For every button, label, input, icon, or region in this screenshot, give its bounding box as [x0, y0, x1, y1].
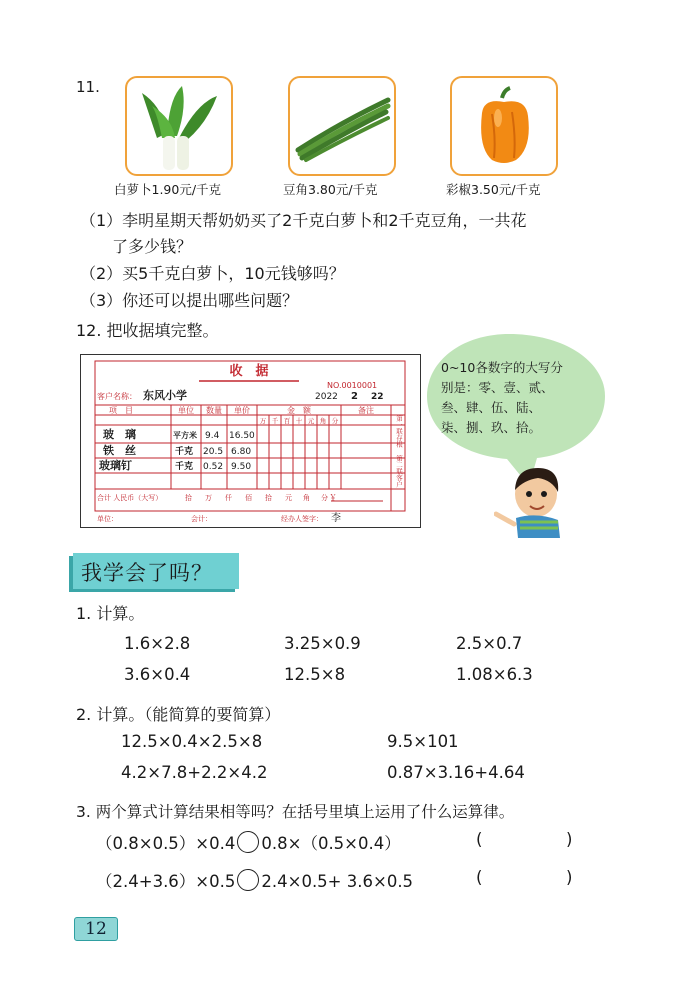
receipt-row-qty: 0.52: [203, 462, 224, 472]
exercise-2-item: 0.87×3.16+4.64: [387, 763, 525, 782]
receipt-total-label: 合计 人民币（大写）: [97, 494, 163, 502]
answer-blank[interactable]: [486, 830, 564, 852]
exercise-1-item: 3.6×0.4: [124, 665, 191, 684]
receipt-row-price: 16.50: [229, 431, 255, 441]
expression-right: 0.8×（0.5×0.4）: [261, 834, 401, 853]
receipt-col-price: 单价: [234, 406, 250, 415]
receipt-footer-unit: 单位：: [97, 515, 118, 523]
receipt-digit-header: 千: [271, 417, 279, 425]
exercise-1-item: 2.5×0.7: [456, 634, 523, 653]
receipt-total-unit: 万: [205, 494, 212, 502]
receipt-row-item: 铁 丝: [103, 444, 136, 457]
answer-blank[interactable]: [486, 868, 564, 890]
bubble-line: 柒、捌、玖、拾。: [441, 420, 542, 435]
receipt-row-item: 玻 璃: [103, 428, 136, 441]
answer-paren-close: ): [566, 830, 573, 849]
expression-left: （0.8×0.5）×0.4: [96, 834, 236, 853]
green-bean-price: 豆角3.80元/千克: [283, 182, 378, 197]
receipt-col-qty: 数量: [206, 406, 222, 415]
answer-paren-open: (: [476, 868, 483, 887]
question-11-2: （2）买5千克白萝卜，10元钱够吗？: [80, 264, 345, 283]
exercise-2-item: 4.2×7.8+2.2×4.2: [121, 763, 268, 782]
receipt-row-item: 玻璃钉: [99, 459, 132, 472]
receipt-side-copy1: 第一联存根: [395, 415, 403, 448]
exercise-3-title: 3. 两个算式计算结果相等吗？在括号里填上运用了什么运算律。: [76, 803, 515, 821]
answer-paren-close: ): [566, 868, 573, 887]
white-radish-icon: [125, 76, 233, 176]
receipt-footer-handler: 经办人签字：: [281, 515, 323, 523]
receipt-col-item: 项 目: [109, 406, 133, 415]
page-number: 12: [74, 917, 118, 941]
receipt-digit-header: 百: [283, 417, 291, 425]
section-title: 我学会了吗？: [81, 561, 213, 585]
receipt-col-unit: 单位: [178, 406, 194, 415]
receipt-digit-header: 元: [307, 417, 315, 425]
exercise-1-item: 1.6×2.8: [124, 634, 191, 653]
receipt-total-unit: 分: [321, 494, 328, 502]
receipt-col-amount: 金 额: [287, 406, 311, 415]
receipt-signature: 李: [331, 513, 341, 524]
section-title-banner: [73, 553, 239, 589]
question-11-3: （3）你还可以提出哪些问题？: [80, 291, 299, 310]
receipt-total-unit: 仟: [225, 494, 232, 502]
exercise-1-item: 1.08×6.3: [456, 665, 533, 684]
white-radish-price: 白萝卜1.90元/千克: [114, 182, 222, 197]
receipt-digit-header: 角: [319, 417, 327, 425]
bell-pepper-price: 彩椒3.50元/千克: [446, 182, 541, 197]
receipt-row-qty: 9.4: [205, 431, 220, 441]
question-11-1-line1: （1）李明星期天帮奶奶买了2千克白萝卜和2千克豆角，一共花: [80, 211, 527, 230]
question-12-title: 12. 把收据填完整。: [76, 321, 219, 340]
exercise-1-item: 12.5×8: [284, 665, 346, 684]
exercise-2-title: 2. 计算。（能简算的要简算）: [76, 705, 281, 724]
receipt-row-unit: 千克: [175, 447, 194, 457]
receipt-date-month: 2: [351, 391, 358, 402]
expression-left: （2.4+3.6）×0.5: [96, 872, 236, 891]
receipt-row-price: 9.50: [231, 462, 252, 472]
exercise-3-row-1: [96, 830, 401, 854]
exercise-2-item: 12.5×0.4×2.5×8: [121, 732, 263, 751]
bubble-line: 叁、肆、伍、陆、: [441, 400, 542, 415]
receipt-number: NO.0010001: [327, 381, 378, 390]
compare-circle-blank[interactable]: [237, 869, 259, 891]
exercise-1-title: 1. 计算。: [76, 604, 145, 623]
receipt-col-note: 备注: [358, 406, 374, 415]
bell-pepper-icon: [450, 76, 558, 176]
receipt-frame: [80, 354, 421, 528]
question-11-number: 11.: [76, 78, 100, 96]
receipt-digit-header: 万: [259, 417, 267, 425]
receipt-digit-header: 分: [331, 417, 339, 425]
green-bean-icon: [288, 76, 396, 176]
exercise-1-item: 3.25×0.9: [284, 634, 361, 653]
receipt-row-unit: 平方米: [173, 431, 197, 440]
receipt-row-price: 6.80: [231, 447, 252, 457]
receipt-footer-accountant: 会计：: [191, 515, 212, 523]
receipt-total-unit: 角: [303, 494, 310, 502]
receipt-total-unit: 拾: [265, 494, 272, 502]
receipt-customer: 东风小学: [143, 389, 187, 402]
receipt-date-year: 2022: [315, 392, 338, 402]
receipt-digit-header: 十: [295, 417, 303, 425]
compare-circle-blank[interactable]: [237, 831, 259, 853]
answer-paren-open: (: [476, 830, 483, 849]
receipt-side-copy2: 第二联客户: [395, 455, 403, 488]
receipt-yen: ￥: [329, 493, 337, 502]
boy-character-icon: [494, 462, 566, 538]
exercise-2-item: 9.5×101: [387, 732, 459, 751]
bubble-line: 0~10各数字的大写分: [441, 360, 563, 375]
exercise-3-row-2: [96, 868, 413, 892]
expression-right: 2.4×0.5+ 3.6×0.5: [261, 872, 414, 891]
receipt-row-unit: 千克: [175, 462, 194, 472]
receipt-total-unit: 元: [285, 494, 292, 502]
receipt-row-qty: 20.5: [203, 447, 224, 457]
receipt-customer-label: 客户名称：: [97, 392, 137, 401]
receipt-date-day: 22: [371, 392, 384, 402]
bubble-line: 别是：零、壹、贰、: [441, 380, 554, 395]
receipt-heading: 收 据: [229, 364, 269, 379]
receipt-total-unit: 佰: [245, 494, 252, 502]
receipt: [81, 355, 420, 527]
receipt-total-unit: 拾: [185, 494, 192, 502]
question-11-1-line2: 了多少钱？: [112, 237, 193, 256]
